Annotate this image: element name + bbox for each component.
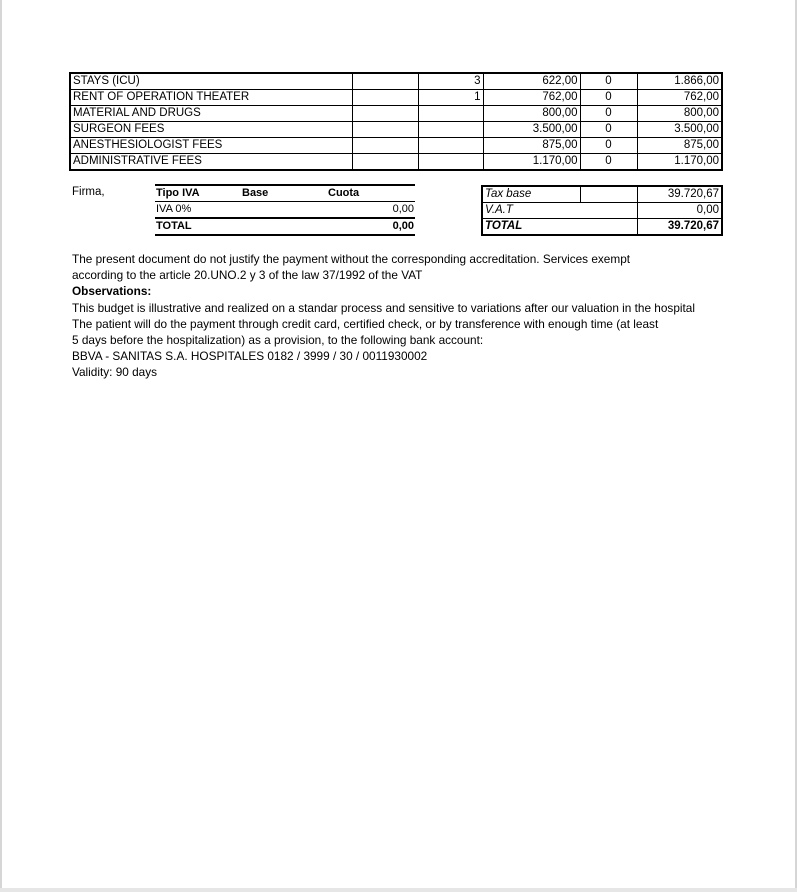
item-amount: 1.866,00	[637, 73, 722, 90]
iva-cuota: 0,00	[392, 203, 414, 215]
iva-type: IVA 0%	[156, 203, 192, 215]
tax-base-value: 39.720,67	[637, 186, 722, 203]
iva-total-base	[241, 218, 327, 235]
item-row	[70, 106, 722, 122]
item-extra	[352, 73, 418, 90]
iva-header-type: Tipo IVA	[155, 185, 241, 202]
iva-header-row	[155, 185, 415, 202]
item-amount: 800,00	[637, 106, 722, 122]
iva-row	[155, 202, 415, 219]
observations-heading: Observations:	[72, 284, 152, 299]
item-price: 875,00	[483, 138, 580, 154]
item-price: 622,00	[483, 73, 580, 90]
item-quantity	[418, 122, 483, 138]
page-edge-bottom	[0, 888, 797, 892]
item-description: MATERIAL AND DRUGS	[70, 106, 352, 122]
vat-label: V.A.T	[482, 203, 637, 219]
iva-total-cuota: 0,00	[327, 218, 415, 235]
item-vat: 0	[580, 73, 637, 90]
disclaimer-line-2: according to the article 20.UNO.2 y 3 of the law 37/1992 of the VAT	[72, 268, 423, 283]
item-price: 1.170,00	[483, 154, 580, 171]
tax-base-empty-cell	[580, 186, 637, 203]
iva-total-row	[155, 218, 415, 235]
vat-row	[482, 203, 722, 219]
tax-base-label: Tax base	[482, 186, 580, 203]
item-amount: 875,00	[637, 138, 722, 154]
vat-value: 0,00	[637, 203, 722, 219]
iva-header-base: Base	[241, 185, 327, 202]
item-price: 762,00	[483, 90, 580, 106]
notes-section	[72, 251, 695, 381]
item-description: STAYS (ICU)	[70, 73, 352, 90]
item-quantity: 1	[418, 90, 483, 106]
iva-header-cuota: Cuota	[327, 185, 415, 202]
items-table	[69, 72, 723, 171]
item-row	[70, 138, 722, 154]
item-vat: 0	[580, 90, 637, 106]
item-description: ANESTHESIOLOGIST FEES	[70, 138, 352, 154]
tax-total-value: 39.720,67	[637, 219, 722, 236]
tax-summary-table	[481, 185, 723, 236]
item-vat: 0	[580, 122, 637, 138]
item-row	[70, 73, 722, 90]
item-quantity: 3	[418, 73, 483, 90]
item-vat: 0	[580, 154, 637, 171]
item-amount: 3.500,00	[637, 122, 722, 138]
signature-label: Firma,	[72, 186, 105, 198]
item-extra	[352, 122, 418, 138]
item-extra	[352, 106, 418, 122]
item-price: 3.500,00	[483, 122, 580, 138]
bank-account: BBVA - SANITAS S.A. HOSPITALES 0182 / 3999 / 30 / 0011930002	[72, 349, 428, 364]
item-extra	[352, 154, 418, 171]
item-row	[70, 154, 722, 171]
tax-total-row	[482, 219, 722, 236]
item-extra	[352, 138, 418, 154]
item-amount: 762,00	[637, 90, 722, 106]
item-vat: 0	[580, 106, 637, 122]
item-price: 800,00	[483, 106, 580, 122]
observation-line-3: 5 days before the hospitalization) as a provision, to the following bank account:	[72, 333, 484, 348]
observation-line-1: This budget is illustrative and realized on a standar process and sensitive to variations after our valuation in the hospital	[72, 300, 695, 315]
item-description: RENT OF OPERATION THEATER	[70, 90, 352, 106]
item-description: SURGEON FEES	[70, 122, 352, 138]
tax-base-row	[482, 186, 722, 203]
validity: Validity: 90 days	[72, 365, 158, 380]
iva-total-label: TOTAL	[155, 218, 241, 235]
item-quantity	[418, 106, 483, 122]
observation-line-2: The patient will do the payment through credit card, certified check, or by transference with enough time (at least	[72, 316, 659, 331]
tax-total-label: TOTAL	[482, 219, 637, 236]
item-quantity	[418, 154, 483, 171]
iva-table	[155, 184, 415, 236]
iva-base	[241, 202, 327, 219]
disclaimer-line-1: The present document do not justify the payment without the corresponding accreditation. Services exempt	[72, 252, 631, 266]
item-amount: 1.170,00	[637, 154, 722, 171]
item-description: ADMINISTRATIVE FEES	[70, 154, 352, 171]
item-row	[70, 90, 722, 106]
item-extra	[352, 90, 418, 106]
item-row	[70, 122, 722, 138]
item-vat: 0	[580, 138, 637, 154]
item-quantity	[418, 138, 483, 154]
